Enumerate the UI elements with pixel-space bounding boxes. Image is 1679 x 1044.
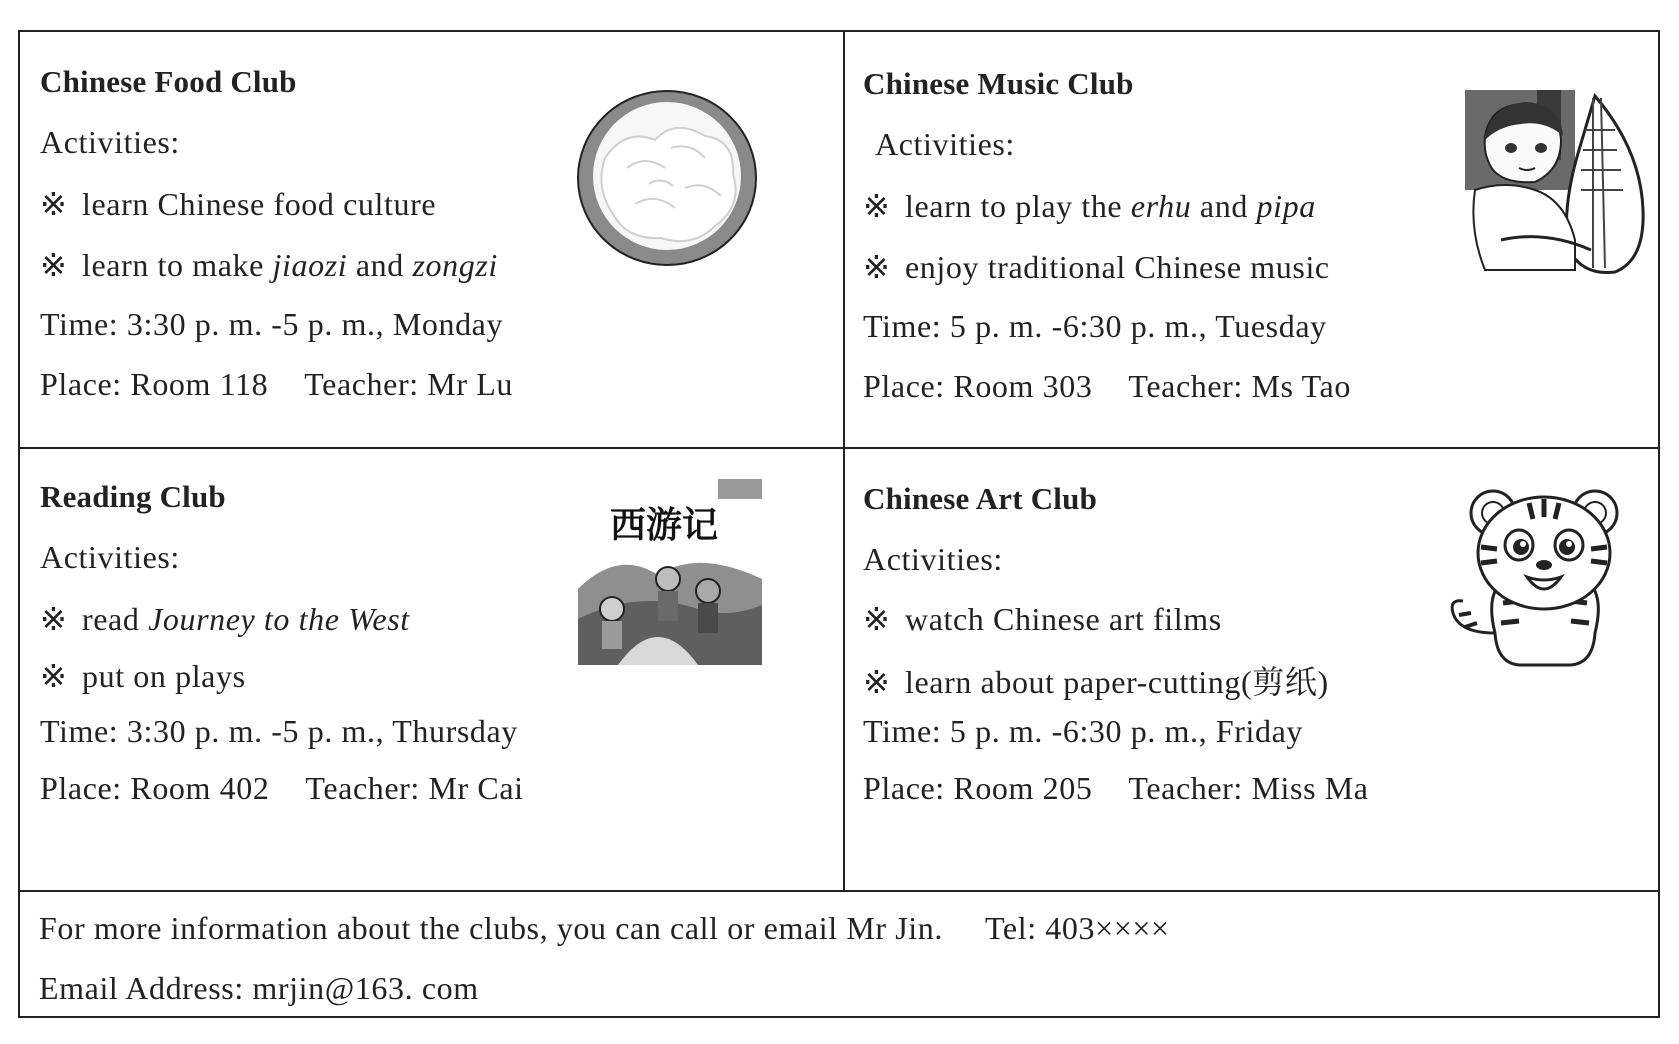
activities-label: Activities: xyxy=(875,126,1015,162)
club-teacher: Teacher: Miss Ma xyxy=(1128,770,1369,806)
footer-tel: Tel: 403×××× xyxy=(985,910,1170,946)
club-place: Place: Room 402 xyxy=(40,770,270,806)
club-place: Place: Room 118 xyxy=(40,366,269,402)
bullet-mark: ※ xyxy=(863,188,891,224)
activities-label: Activities: xyxy=(863,541,1003,577)
bullet-mark: ※ xyxy=(863,664,891,700)
activity-item: ※ put on plays xyxy=(40,658,246,694)
club-place-teacher xyxy=(40,770,524,807)
girl-playing-pipa-icon xyxy=(1465,90,1651,278)
club-place: Place: Room 303 xyxy=(863,368,1093,404)
bullet-mark: ※ xyxy=(40,658,68,694)
club-place-teacher xyxy=(863,770,1369,807)
chinese-food-club-section xyxy=(20,32,843,447)
chinese-art-club-section xyxy=(845,449,1660,890)
activity-item: ※ read Journey to the West xyxy=(40,601,410,637)
club-teacher: Teacher: Ms Tao xyxy=(1128,368,1351,404)
footer-info-line xyxy=(39,910,1170,947)
activity-item: ※ watch Chinese art films xyxy=(863,601,1222,637)
dumplings-plate-icon xyxy=(575,88,759,268)
club-time: Time: 5 p. m. -6:30 p. m., Tuesday xyxy=(863,308,1327,344)
club-time: Time: 3:30 p. m. -5 p. m., Thursday xyxy=(40,713,518,749)
activity-item: ※ learn about paper-cutting(剪纸) xyxy=(863,664,1329,700)
cartoon-tiger-icon xyxy=(1445,483,1645,667)
club-time: Time: 3:30 p. m. -5 p. m., Monday xyxy=(40,306,504,342)
footer-info: For more information about the clubs, you can call or email Mr Jin. xyxy=(39,910,943,946)
book-title: 西游记 xyxy=(609,505,719,546)
club-teacher: Teacher: Mr Lu xyxy=(304,366,513,402)
club-teacher: Teacher: Mr Cai xyxy=(305,770,524,806)
activity-item: ※ learn to make jiaozi and zongzi xyxy=(40,247,498,283)
club-title: Chinese Music Club xyxy=(863,66,1134,101)
club-title: Reading Club xyxy=(40,479,226,514)
activities-label: Activities: xyxy=(40,124,180,160)
club-notice-board xyxy=(18,30,1660,1018)
activity-item: ※ enjoy traditional Chinese music xyxy=(863,249,1330,285)
journey-to-the-west-book-icon xyxy=(578,479,762,665)
bullet-mark: ※ xyxy=(40,247,68,283)
bullet-mark: ※ xyxy=(863,601,891,637)
reading-club-section xyxy=(20,449,843,890)
club-title: Chinese Food Club xyxy=(40,64,297,99)
chinese-music-club-section xyxy=(845,32,1660,447)
club-place-teacher xyxy=(863,368,1351,405)
club-time: Time: 5 p. m. -6:30 p. m., Friday xyxy=(863,713,1303,749)
bullet-mark: ※ xyxy=(40,601,68,637)
activities-label: Activities: xyxy=(40,539,180,575)
club-place: Place: Room 205 xyxy=(863,770,1093,806)
footer-divider xyxy=(20,890,1658,892)
bullet-mark: ※ xyxy=(863,249,891,285)
club-place-teacher xyxy=(40,366,513,403)
bullet-mark: ※ xyxy=(40,186,68,222)
club-title: Chinese Art Club xyxy=(863,481,1098,516)
footer-email: Email Address: mrjin@163. com xyxy=(39,970,479,1006)
activity-item: ※ learn Chinese food culture xyxy=(40,186,437,222)
activity-item: ※ learn to play the erhu and pipa xyxy=(863,188,1316,224)
